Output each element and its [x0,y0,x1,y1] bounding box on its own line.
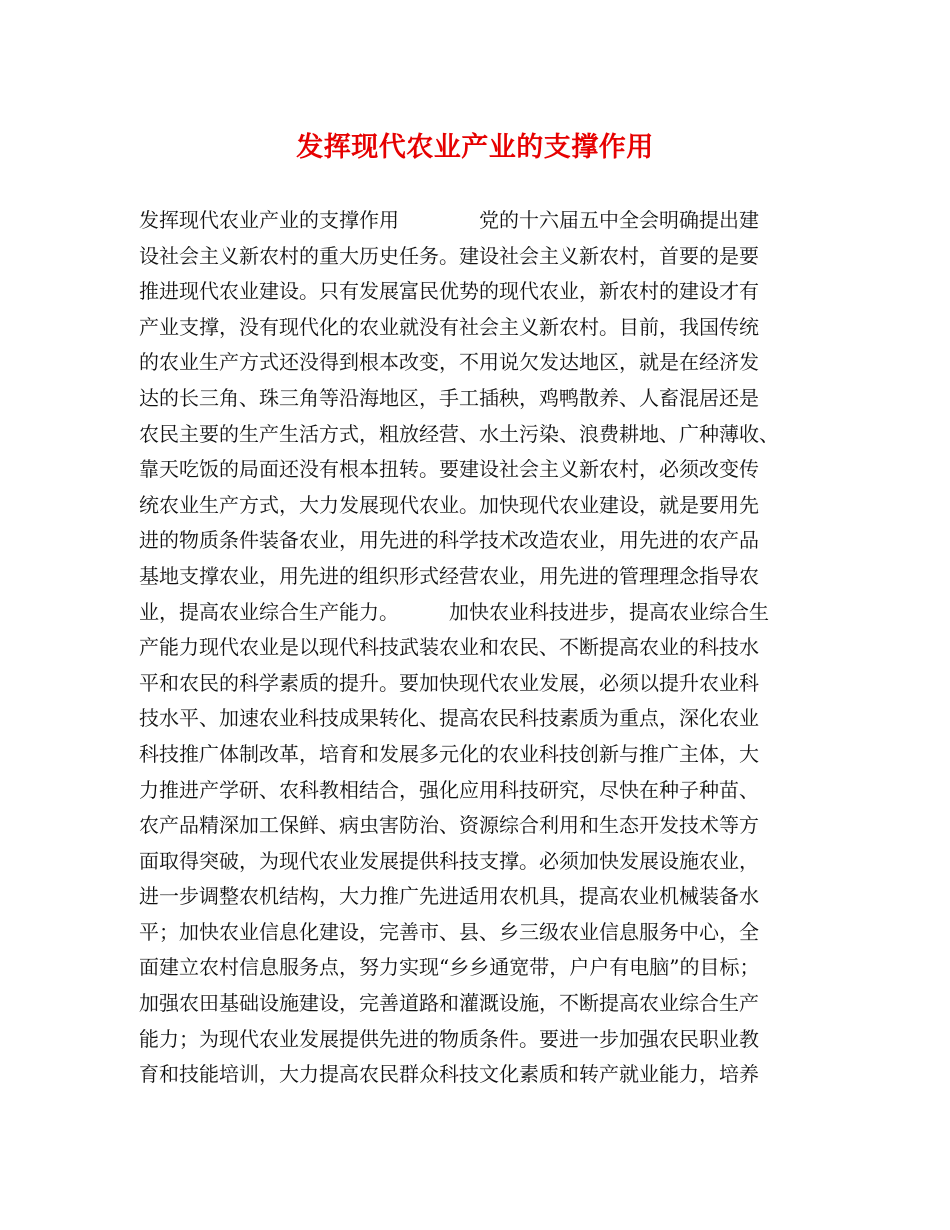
body-line: 平；加快农业信息化建设，完善市、县、乡三级农业信息服务中心，全 [139,919,759,944]
body-line: 农产品精深加工保鲜、病虫害防治、资源综合利用和生态开发技术等方 [139,813,759,838]
body-line: 的农业生产方式还没得到根本改变，不用说欠发达地区，就是在经济发 [139,350,759,375]
body-line: 靠天吃饭的局面还没有根本扭转。要建设社会主义新农村，必须改变传 [139,457,759,482]
body-line: 产能力现代农业是以现代科技武装农业和农民、不断提高农业的科技水 [139,635,759,660]
body-line: 进的物质条件装备农业，用先进的科学技术改造农业，用先进的农产品 [139,528,759,553]
body-line: 平和农民的科学素质的提升。要加快现代农业发展，必须以提升农业科 [139,670,759,695]
body-line: 能力；为现代农业发展提供先进的物质条件。要进一步加强农民职业教 [139,1026,759,1051]
body-line: 面建立农村信息服务点，努力实现“乡乡通宽带，户户有电脑”的目标； [139,955,760,980]
body-line: 农民主要的生产生活方式，粗放经营、水土污染、浪费耕地、广种薄收、 [139,421,779,446]
body-line: 产业支撑，没有现代化的农业就没有社会主义新农村。目前，我国传统 [139,314,759,339]
body-line: 科技推广体制改革，培育和发展多元化的农业科技创新与推广主体，大 [139,741,759,766]
document-title: 发挥现代农业产业的支撑作用 [296,132,654,163]
body-line: 发挥现代农业产业的支撑作用 党的十六届五中全会明确提出建 [139,208,759,232]
body-line: 面取得突破，为现代农业发展提供科技支撑。必须加快发展设施农业， [139,848,759,873]
body-line: 设社会主义新农村的重大历史任务。建设社会主义新农村，首要的是要 [139,243,759,268]
body-line: 推进现代农业建设。只有发展富民优势的现代农业，新农村的建设才有 [139,279,759,304]
body-line: 加强农田基础设施建设，完善道路和灌溉设施，不断提高农业综合生产 [139,991,759,1016]
body-line: 力推进产学研、农科教相结合，强化应用科技研究，尽快在种子种苗、 [139,777,759,802]
document-body [139,203,829,1093]
body-line: 统农业生产方式，大力发展现代农业。加快现代农业建设，就是要用先 [139,492,759,517]
body-line: 业，提高农业综合生产能力。 加快农业科技进步，提高农业综合生 [139,599,769,624]
body-line: 技水平、加速农业科技成果转化、提高农民科技素质为重点，深化农业 [139,706,759,731]
body-line: 育和技能培训，大力提高农民群众科技文化素质和转产就业能力，培养 [139,1062,759,1087]
body-line: 进一步调整农机结构，大力推广先进适用农机具，提高农业机械装备水 [139,884,759,909]
body-line: 达的长三角、珠三角等沿海地区，手工插秧，鸡鸭散养、人畜混居还是 [139,385,759,410]
body-line: 基地支撑农业，用先进的组织形式经营农业，用先进的管理理念指导农 [139,563,759,588]
